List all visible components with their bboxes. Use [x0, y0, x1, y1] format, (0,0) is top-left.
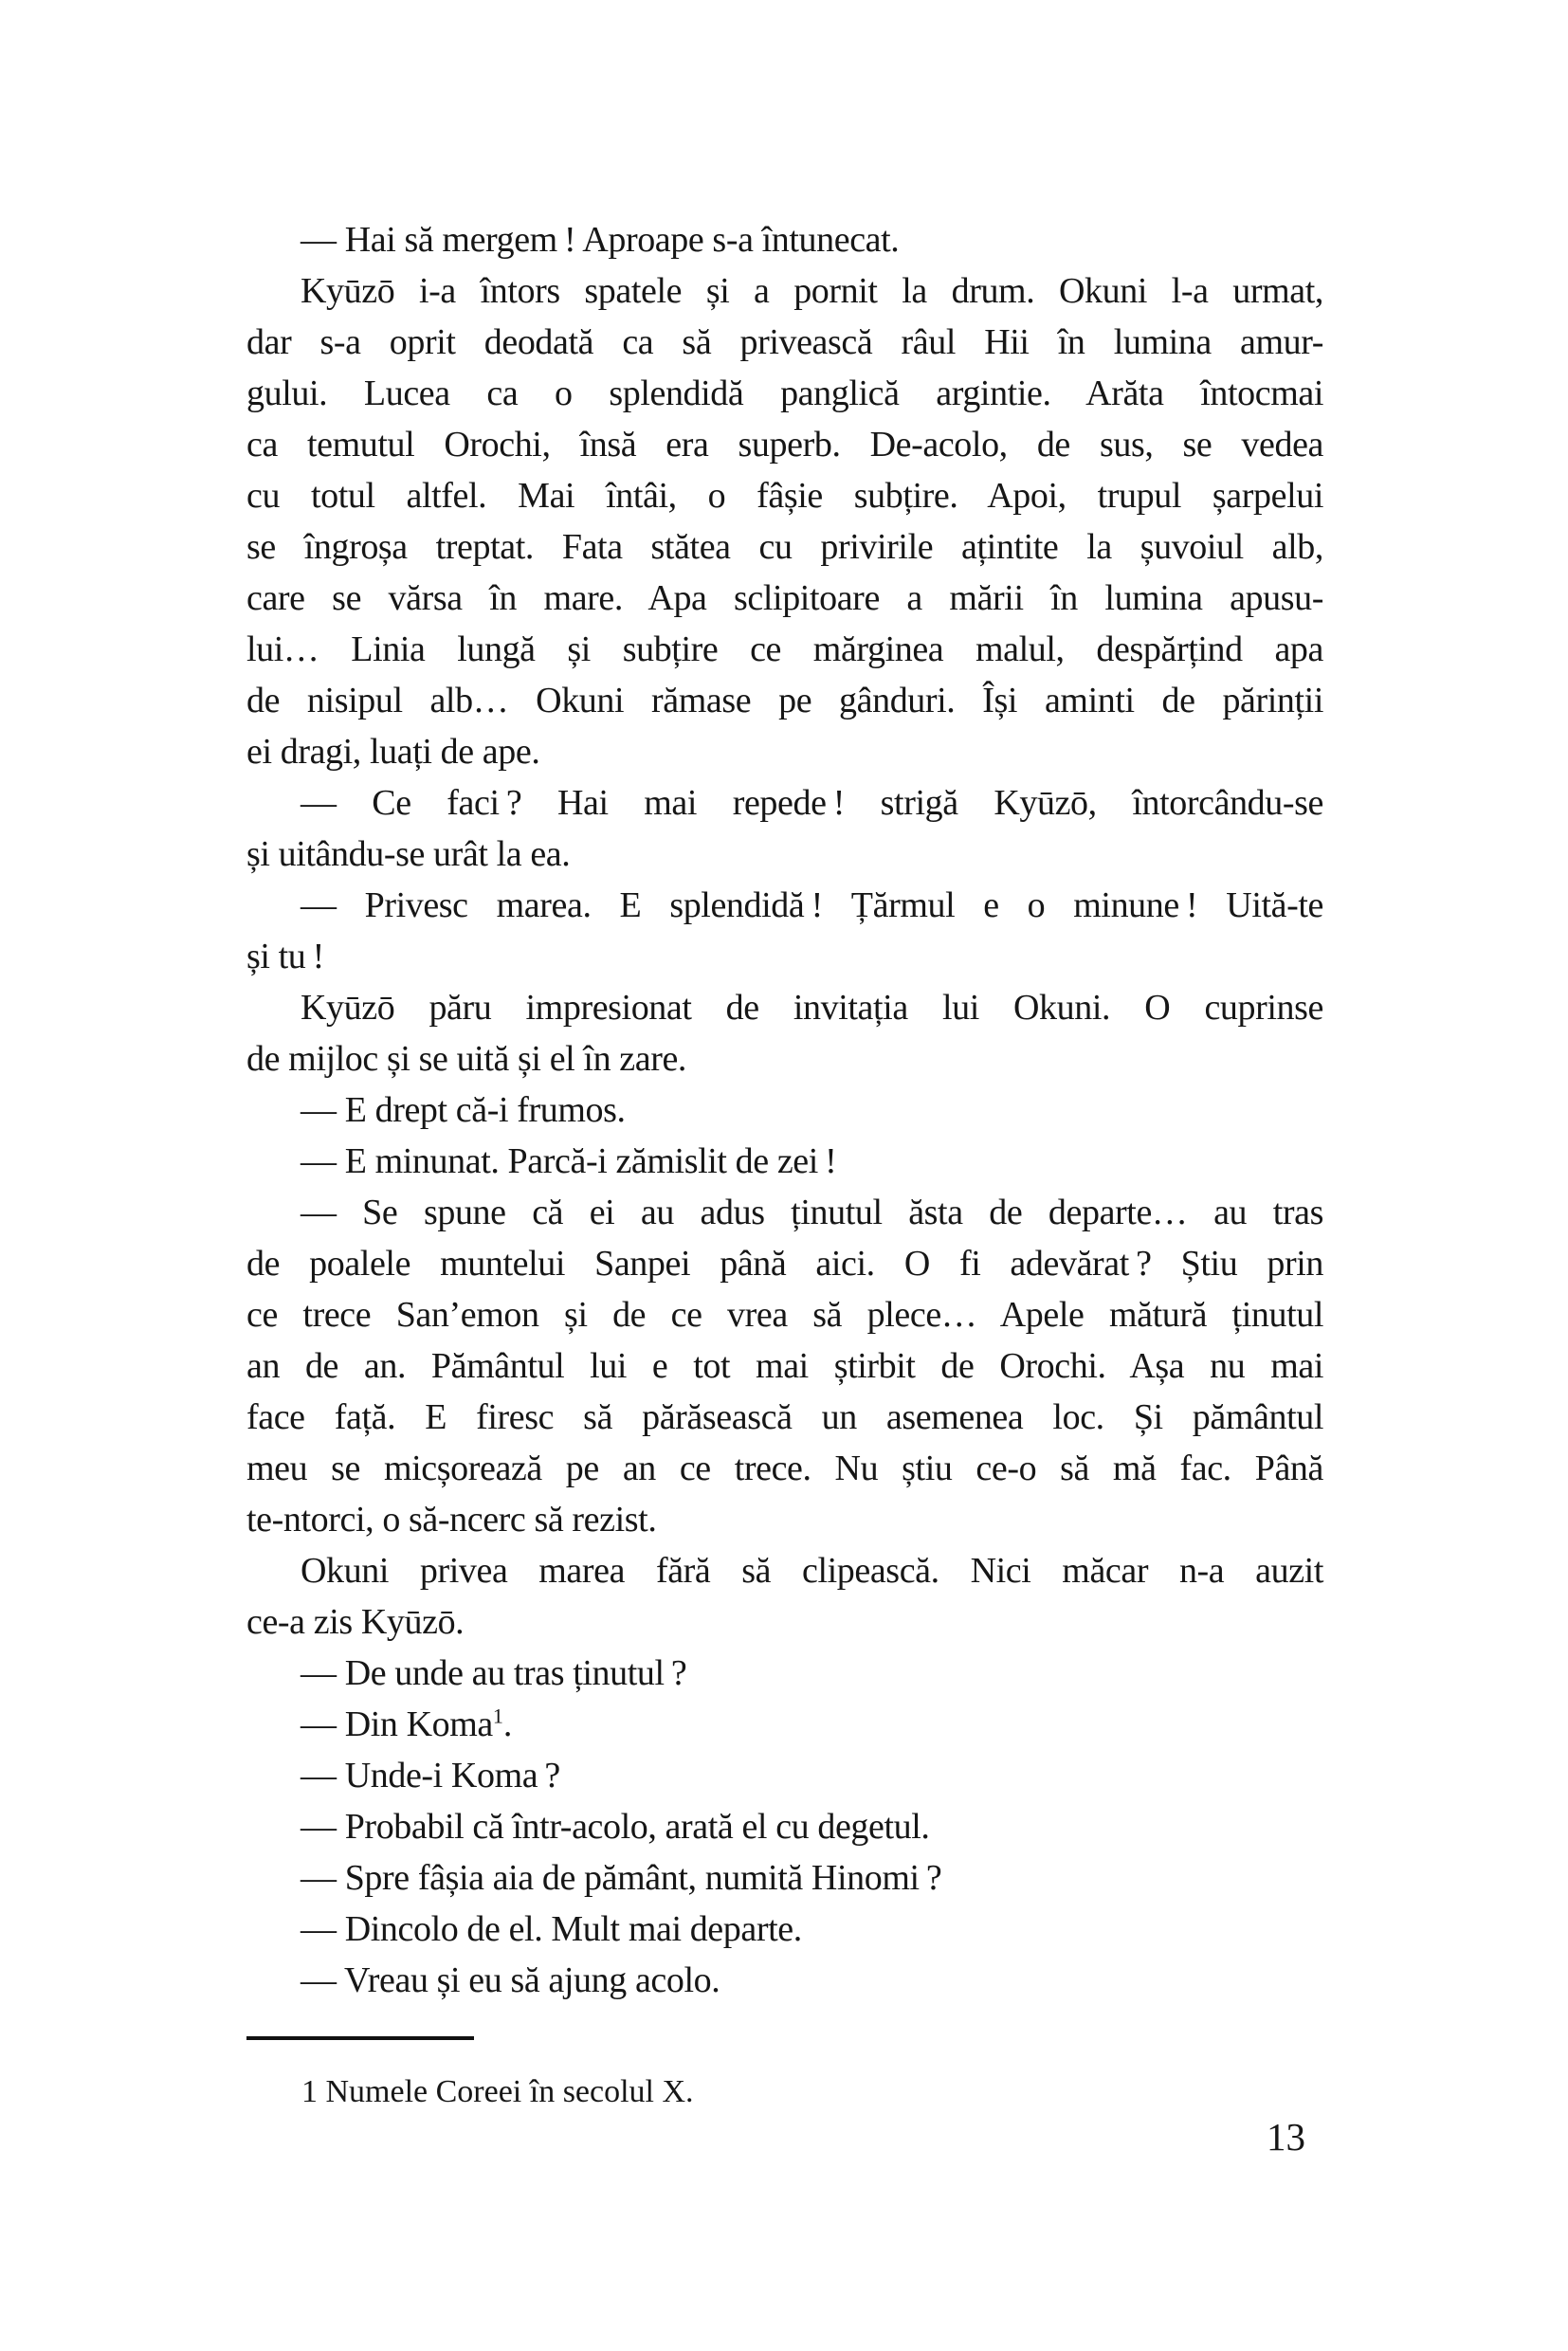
text-line: — E minunat. Parcă-i zămislit de zei !: [301, 1141, 837, 1181]
text-line: — Hai să mergem ! Aproape s-a întunecat.: [301, 220, 900, 260]
text-line: se îngroșa treptat. Fata stătea cu privirile ațintite la șuvoiul alb,: [246, 527, 1323, 567]
text-line: — Ce faci ? Hai mai repede ! strigă Kyūzō, întorcându-se: [301, 783, 1323, 823]
text-line: Okuni privea marea fără să clipească. Nici măcar n-a auzit: [301, 1551, 1323, 1591]
text-line: an de an. Pământul lui e tot mai știrbit de Orochi. Așa nu mai: [246, 1346, 1323, 1386]
text-line: — E drept că-i frumos.: [301, 1090, 626, 1130]
text-run: .: [502, 1704, 512, 1744]
text-line: ce-a zis Kyūzō.: [246, 1602, 465, 1642]
text-line: — Se spune că ei au adus ținutul ăsta de departe… au tras: [301, 1193, 1323, 1232]
text-line: ce trece San’emon și de ce vrea să plece… Apele mătură ținutul: [246, 1295, 1323, 1335]
text-line: — Probabil că într-acolo, arată el cu degetul.: [301, 1807, 930, 1847]
text-line: [246, 1699, 1323, 1750]
text-line: — Unde-i Koma ?: [301, 1756, 560, 1795]
text-line: de mijloc și se uită și el în zare.: [246, 1039, 687, 1079]
text-line: de nisipul alb… Okuni rămase pe gânduri. Își aminti de părinții: [246, 681, 1323, 720]
text-line: meu se micșorează pe an ce trece. Nu știu ce-o să mă fac. Până: [246, 1449, 1323, 1488]
text-line: de poalele muntelui Sanpei până aici. O fi adevărat ? Știu prin: [246, 1244, 1323, 1284]
text-line: te-ntorci, o să-ncerc să rezist.: [246, 1500, 657, 1540]
text-line: Kyūzō i-a întors spatele și a pornit la drum. Okuni l-a urmat,: [301, 271, 1323, 311]
text-line: și uitându-se urât la ea.: [246, 834, 571, 874]
text-line: Kyūzō păru impresionat de invitația lui Okuni. O cuprinse: [301, 988, 1323, 1028]
text-line: — Spre fâșia aia de pământ, numită Hinomi ?: [301, 1858, 942, 1898]
footnote-separator: [246, 2036, 474, 2040]
text-line: — Privesc marea. E splendidă ! Țărmul e o minune ! Uită-te: [301, 885, 1323, 925]
text-line: ca temutul Orochi, însă era superb. De-acolo, de sus, se vedea: [246, 425, 1323, 465]
page-number: 13: [1267, 2115, 1305, 2159]
text-line: — Vreau și eu să ajung acolo.: [301, 1960, 720, 2000]
text-run: — Din Koma: [301, 1704, 493, 1744]
text-line: cu totul altfel. Mai întâi, o fâșie subțire. Apoi, trupul șarpelui: [246, 476, 1323, 516]
text-line: face față. E firesc să părăsească un asemenea loc. Și pământul: [246, 1397, 1323, 1437]
footnote: 1 Numele Coreei în secolul X.: [301, 2074, 694, 2109]
text-line: gului. Lucea ca o splendidă panglică argintie. Arăta întocmai: [246, 374, 1323, 413]
text-line: — De unde au tras ținutul ?: [301, 1653, 687, 1693]
text-line: și tu !: [246, 937, 324, 976]
text-line: dar s-a oprit deodată ca să privească râul Hii în lumina amur-: [246, 322, 1323, 362]
text-line: lui… Linia lungă și subțire ce mărginea malul, despărțind apa: [246, 629, 1323, 669]
text-line: care se vărsa în mare. Apa sclipitoare a mării în lumina apusu-: [246, 578, 1323, 618]
text-line: — Dincolo de el. Mult mai departe.: [301, 1909, 802, 1949]
body-text: [246, 214, 1323, 2006]
footnote-marker: 1: [492, 1704, 503, 1728]
text-line: ei dragi, luați de ape.: [246, 732, 540, 772]
